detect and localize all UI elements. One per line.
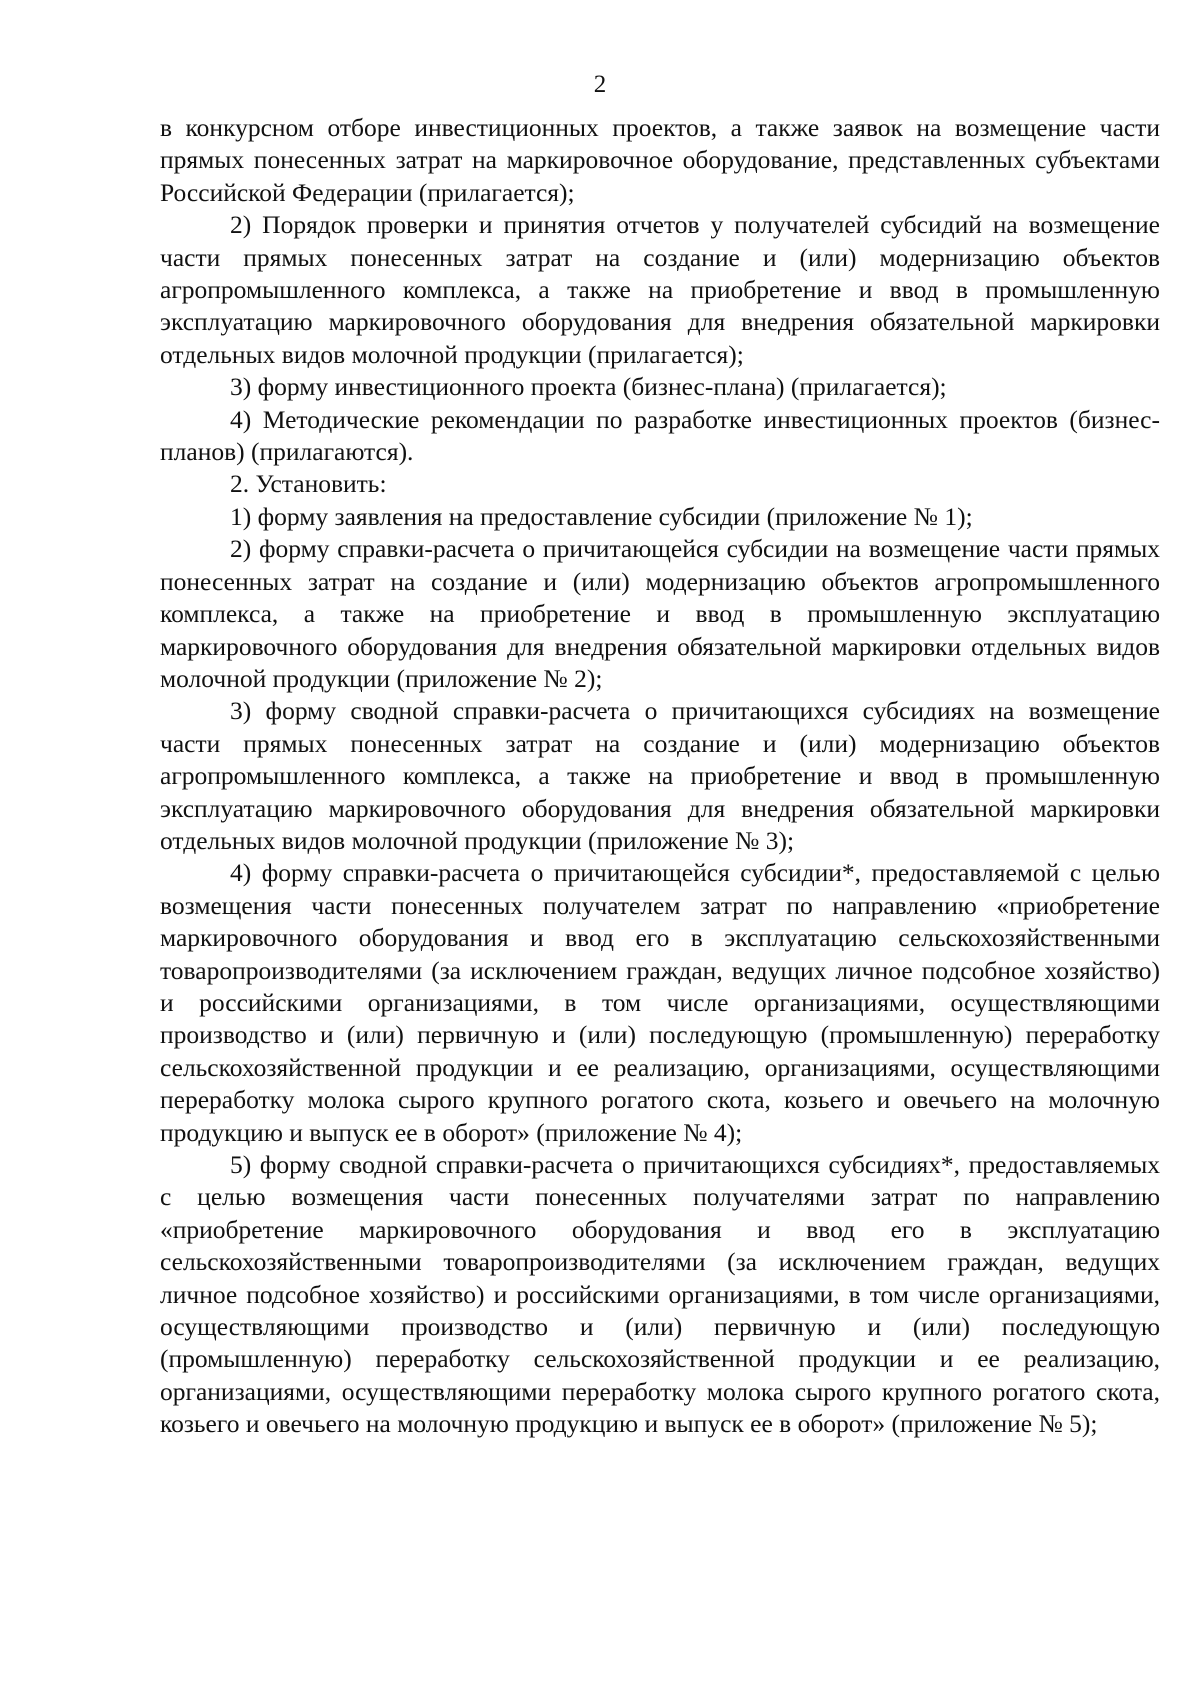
document-body bbox=[160, 112, 1160, 1441]
paragraph-appendix-5: 5) форму сводной справки-расчета о причитающихся субсидиях*, предоставляемых с целью возмещения части понесенных получателями затрат по направлению «приобретение маркировочного оборудования и ввод его в эксплуатацию сельскохозяйственными товаропроизводителями (за исключением граждан, ведущих личное подсобное хозяйство) и российскими организациями, в том числе организациями, осуществляющими производство и (или) первичную и (или) последующую (промышленную) переработку сельскохозяйственной продукции и ее реализацию, организациями, осуществляющими переработку молока сырого крупного рогатого скота, козьего и овечьего на молочную продукцию и выпуск ее в оборот» (приложение № 5); bbox=[160, 1150, 1160, 1439]
paragraph-section-2-heading: 2. Установить: bbox=[230, 469, 387, 499]
paragraph-item-4-guidelines: 4) Методические рекомендации по разработке инвестиционных проектов (бизнес-планов) (прилагаются). bbox=[160, 404, 1160, 467]
paragraph-appendix-4: 4) форму справки-расчета о причитающейся субсидии*, предоставляемой с целью возмещения части понесенных получателем затрат по направлению «приобретение маркировочного оборудования и ввод его в эксплуатацию сельскохозяйственными товаропроизводителями (за исключением граждан, ведущих личное подсобное хозяйство) и российскими организациями, в том числе организациями, осуществляющими производство и (или) первичную и (или) последующую (промышленную) переработку сельскохозяйственной продукции и ее реализацию, организациями, осуществляющими переработку молока сырого крупного рогатого скота, козьего и овечьего на молочную продукцию и выпуск ее в оборот» (приложение № 4); bbox=[160, 858, 1160, 1147]
paragraph-continuation: в конкурсном отборе инвестиционных проектов, а также заявок на возмещение части прямых понесенных затрат на маркировочное оборудование, представленных субъектами Российской Федерации (прилагается); bbox=[160, 113, 1160, 207]
page-number: 2 bbox=[593, 71, 607, 98]
paragraph-appendix-1: 1) форму заявления на предоставление субсидии (приложение № 1); bbox=[230, 501, 973, 531]
paragraph-appendix-3: 3) форму сводной справки-расчета о причитающихся субсидиях на возмещение части прямых понесенных затрат на создание и (или) модернизацию объектов агропромышленного комплекса, а также на приобретение и ввод в промышленную эксплуатацию маркировочного оборудования для внедрения обязательной маркировки отдельных видов молочной продукции (приложение № 3); bbox=[160, 696, 1160, 855]
paragraph-appendix-2: 2) форму справки-расчета о причитающейся субсидии на возмещение части прямых понесенных затрат на создание и (или) модернизацию объектов агропромышленного комплекса, а также на приобретение и ввод в промышленную эксплуатацию маркировочного оборудования для внедрения обязательной маркировки отдельных видов молочной продукции (приложение № 2); bbox=[160, 534, 1160, 693]
paragraph-item-2-procedure: 2) Порядок проверки и принятия отчетов у получателей субсидий на возмещение части прямых понесенных затрат на создание и (или) модернизацию объектов агропромышленного комплекса, а также на приобретение и ввод в промышленную эксплуатацию маркировочного оборудования для внедрения обязательной маркировки отдельных видов молочной продукции (прилагается); bbox=[160, 210, 1160, 369]
paragraph-item-3-business-plan-form: 3) форму инвестиционного проекта (бизнес-плана) (прилагается); bbox=[230, 372, 947, 402]
